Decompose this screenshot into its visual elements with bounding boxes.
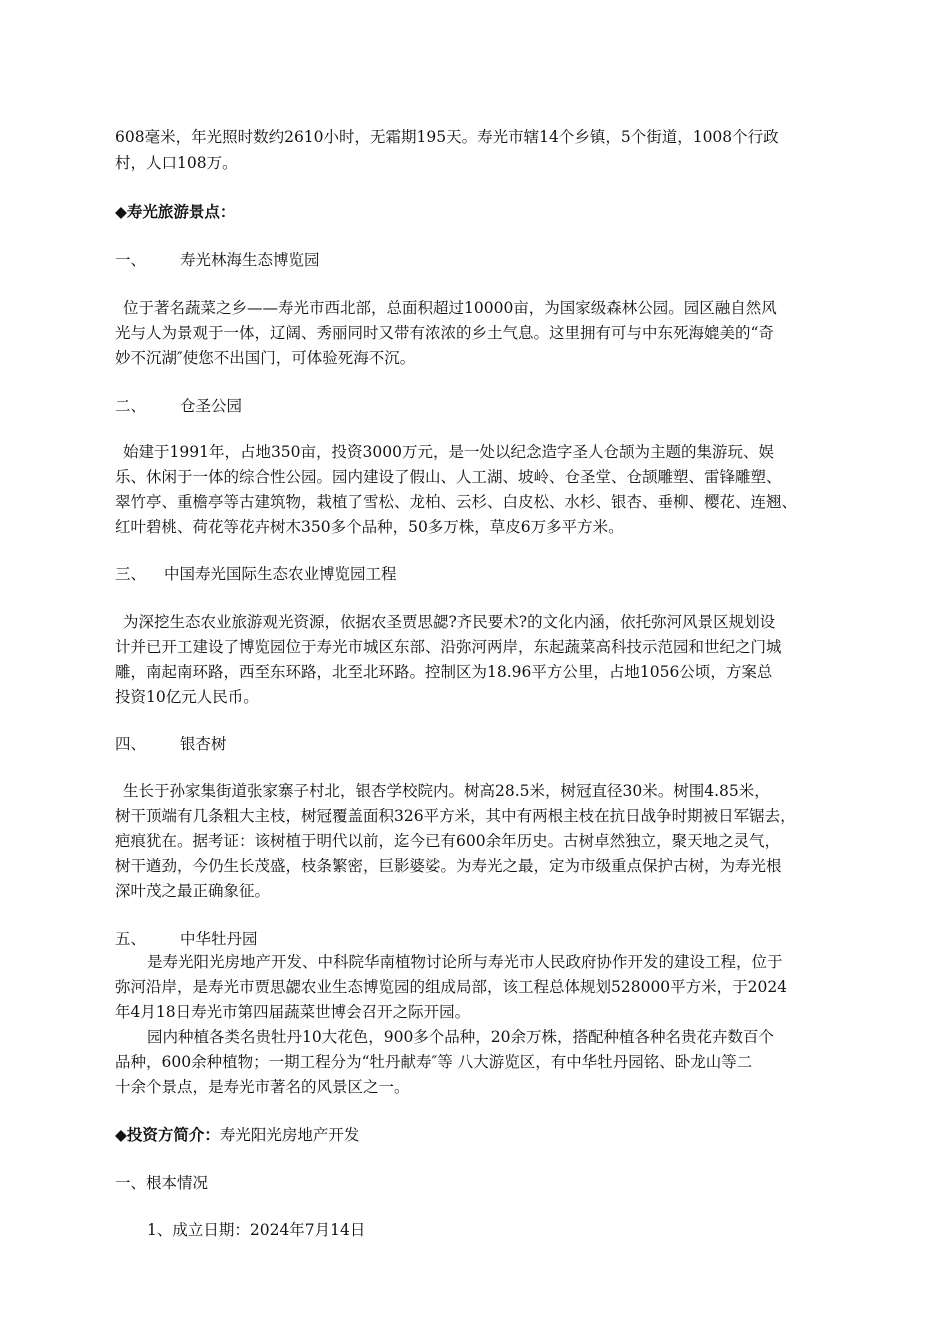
paragraph-line: 始建于1991年，占地350亩，投资3000万元，是一处以纪念造字圣人仓颉为主题的集游玩、娱 <box>123 443 774 461</box>
investor-heading-label: ◆投资方简介： <box>115 1125 220 1144</box>
spot-title: 中华牡丹园 <box>180 930 258 948</box>
spot-number: 一、 <box>115 251 147 269</box>
section-heading-investor <box>115 1123 359 1147</box>
intro-line: 608毫米，年光照时数约2610小时，无霜期195天。寿光市辖14个乡镇，5个街道，1008个行政 <box>115 128 779 146</box>
spot-title: 银杏树 <box>180 735 227 753</box>
spot-heading <box>115 927 258 951</box>
spot-heading <box>115 562 397 586</box>
paragraph-line: 是寿光阳光房地产开发、中科院华南植物讨论所与寿光市人民政府协作开发的建设工程，位于 <box>147 953 783 971</box>
paragraph-line: 投资10亿元人民币。 <box>115 688 259 706</box>
paragraph-line: 生长于孙家集街道张家寨子村北，银杏学校院内。树高28.5米，树冠直径30米。树围4.85米， <box>123 782 770 800</box>
paragraph-line: 品种，600余种植物；一期工程分为“牡丹献寿″等 八大游览区，有中华牡丹园铭、卧龙山等二 <box>115 1053 753 1071</box>
intro-line: 村，人口108万。 <box>115 154 238 172</box>
spot-title: 寿光林海生态博览园 <box>180 251 320 269</box>
paragraph-line: 十余个景点，是寿光市著名的风景区之一。 <box>115 1078 410 1096</box>
paragraph-line: 红叶碧桃、荷花等花卉树木350多个品种，50多万株，草皮6万多平方米。 <box>115 518 624 536</box>
section-heading-tourism: ◆寿光旅游景点： <box>115 202 236 221</box>
paragraph-line: 计并已开工建设了博览园位于寿光市城区东部、沿弥河两岸，东起蔬菜高科技示范园和世纪之门城 <box>115 638 782 656</box>
investor-name: 寿光阳光房地产开发 <box>219 1126 360 1144</box>
paragraph-line: 树干遒劲，今仍生长茂盛，枝条繁密，巨影婆娑。为寿光之最，定为市级重点保护古树，为寿光根 <box>115 857 782 875</box>
paragraph-line: 妙不沉湖″使您不出国门，可体验死海不沉。 <box>115 349 416 367</box>
paragraph-line: 园内种植各类名贵牡丹10大花色，900多个品种，20余万株，搭配种植各种名贵花卉数百个 <box>147 1028 775 1046</box>
paragraph-line: 年4月18日寿光市第四届蔬菜世博会召开之际开园。 <box>115 1003 471 1021</box>
spot-title: 中国寿光国际生态农业博览园工程 <box>164 565 397 583</box>
paragraph-line: 疤痕犹在。据考证：该树植于明代以前，迄今已有600余年历史。古树卓然独立，聚天地之灵气， <box>115 832 781 850</box>
paragraph-line: 雕，南起南环路，西至东环路，北至北环路。控制区为18.96平方公里，占地1056公顷，方案总 <box>115 663 773 681</box>
paragraph-line: 翠竹亭、重檐亭等古建筑物，栽植了雪松、龙柏、云杉、白皮松、水杉、银杏、垂柳、樱花、连翘、 <box>115 493 798 511</box>
spot-number: 二、 <box>115 397 147 415</box>
paragraph-line: 光与人为景观于一体，辽阔、秀丽同时又带有浓浓的乡土气息。这里拥有可与中东死海媲美的“奇 <box>115 324 774 342</box>
spot-number: 四、 <box>115 735 147 753</box>
spot-heading <box>115 732 227 756</box>
paragraph-line: 深叶茂之最正确象征。 <box>115 882 271 900</box>
spot-number: 三、 <box>115 565 147 583</box>
paragraph-line: 乐、休闲于一体的综合性公园。园内建设了假山、人工湖、坡岭、仓圣堂、仓颉雕塑、雷锋雕塑、 <box>115 468 782 486</box>
paragraph-line: 为深挖生态农业旅游观光资源，依据农圣贾思勰?齐民要术?的文化内涵，依托弥河风景区规划设 <box>123 613 776 631</box>
list-item: 1、成立日期：2024年7月14日 <box>147 1221 366 1239</box>
paragraph-line: 弥河沿岸，是寿光市贾思勰农业生态博览园的组成局部，该工程总体规划528000平方米，于2024 <box>115 978 788 996</box>
paragraph-line: 树干顶端有几条粗大主枝，树冠覆盖面积326平方米，其中有两根主枝在抗日战争时期被日军锯去， <box>115 807 796 825</box>
subsection-heading: 一、根本情况 <box>115 1174 209 1192</box>
spot-heading <box>115 248 320 272</box>
spot-number: 五、 <box>115 930 147 948</box>
paragraph-line: 位于著名蔬菜之乡——寿光市西北部，总面积超过10000亩，为国家级森林公园。园区融自然风 <box>123 299 777 317</box>
spot-title: 仓圣公园 <box>180 397 243 415</box>
spot-heading <box>115 394 242 418</box>
